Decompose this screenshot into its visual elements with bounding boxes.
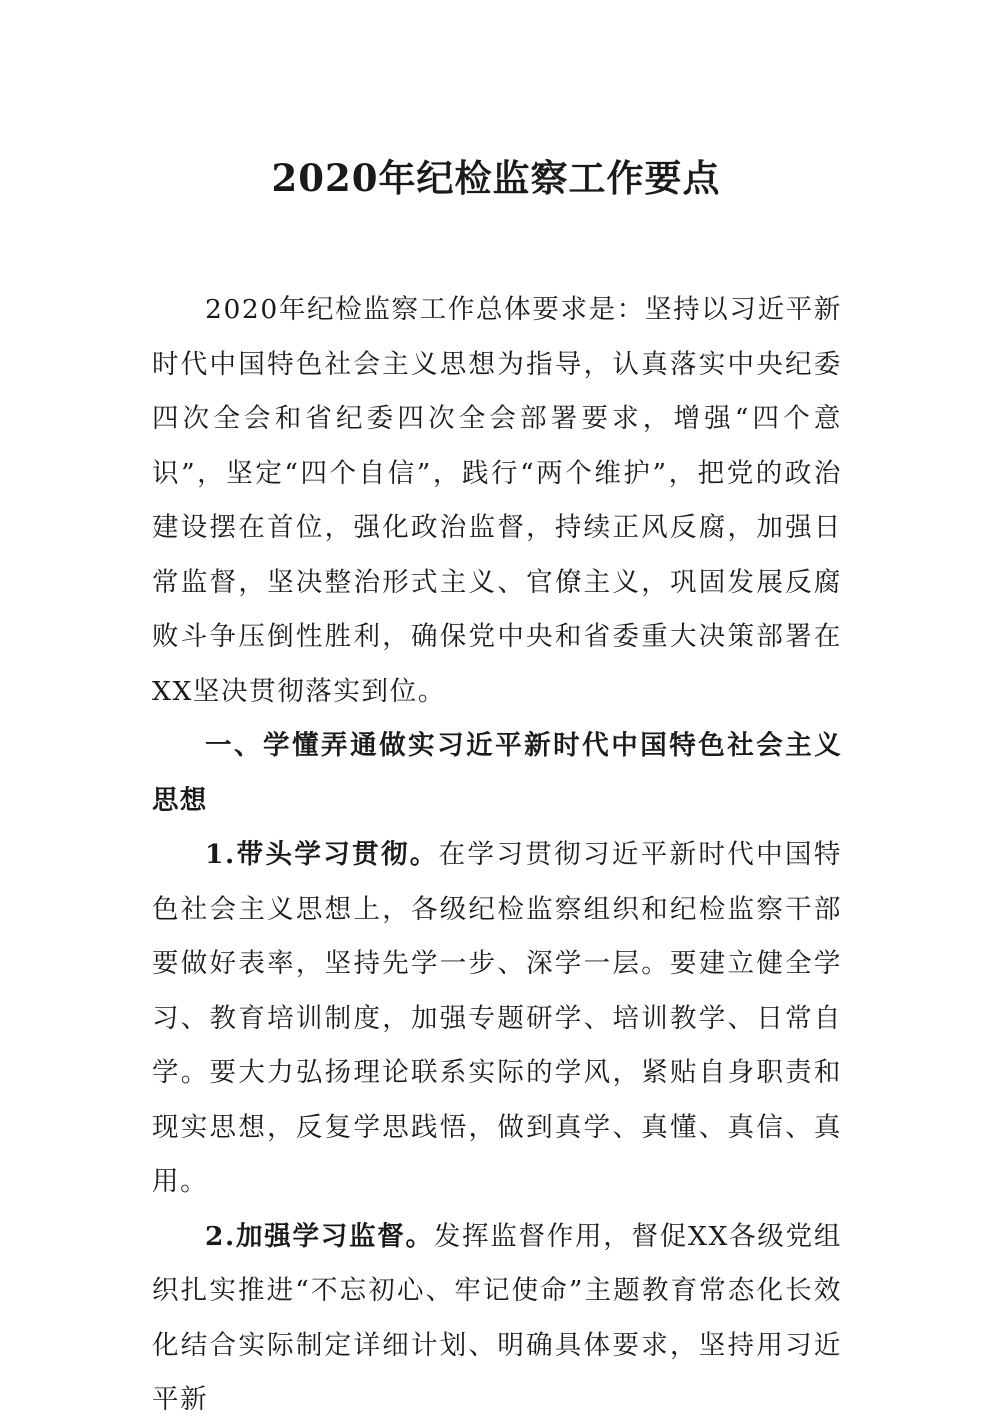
intro-paragraph: 2020年纪检监察工作总体要求是：坚持以习近平新时代中国特色社会主义思想为指导，认真落实中央纪委四次全会和省纪委四次全会部署要求，增强“四个意识”，坚定“四个自信”，践行“两个维护”，把党的政治建设摆在首位，强化政治监督，持续正风反腐，加强日常监督，坚决整治形式主义、官僚主义，巩固发展反腐败斗争压倒性胜利，确保党中央和省委重大决策部署在XX坚决贯彻落实到位。 <box>152 294 842 707</box>
item-1-paragraph <box>152 828 842 1210</box>
item-1-lead: 1.带头学习贯彻。 <box>205 839 439 870</box>
document-body <box>152 283 842 1428</box>
item-2-lead: 2.加强学习监督。 <box>205 1220 434 1252</box>
item-2-paragraph <box>152 1210 842 1428</box>
item-2-text: 发挥监督作用，督促XX各级党组织扎实推进“不忘初心、牢记使命”主题教育常态化长效化结合实际制定详细计划、明确具体要求，坚持用习近平新 <box>152 1220 842 1415</box>
section-1-heading: 一、学懂弄通做实习近平新时代中国特色社会主义思想 <box>152 730 842 816</box>
document-title: 2020年纪检监察工作要点 <box>271 156 721 200</box>
item-1-text: 在学习贯彻习近平新时代中国特色社会主义思想上，各级纪检监察组织和纪检监察干部要做好表率，坚持先学一步、深学一层。要建立健全学习、教育培训制度，加强专题研学、培训教学、日常自学。要大力弘扬理论联系实际的学风，紧贴自身职责和现实思想，反复学思践悟，做到真学、真懂、真信、真用。 <box>152 839 842 1197</box>
